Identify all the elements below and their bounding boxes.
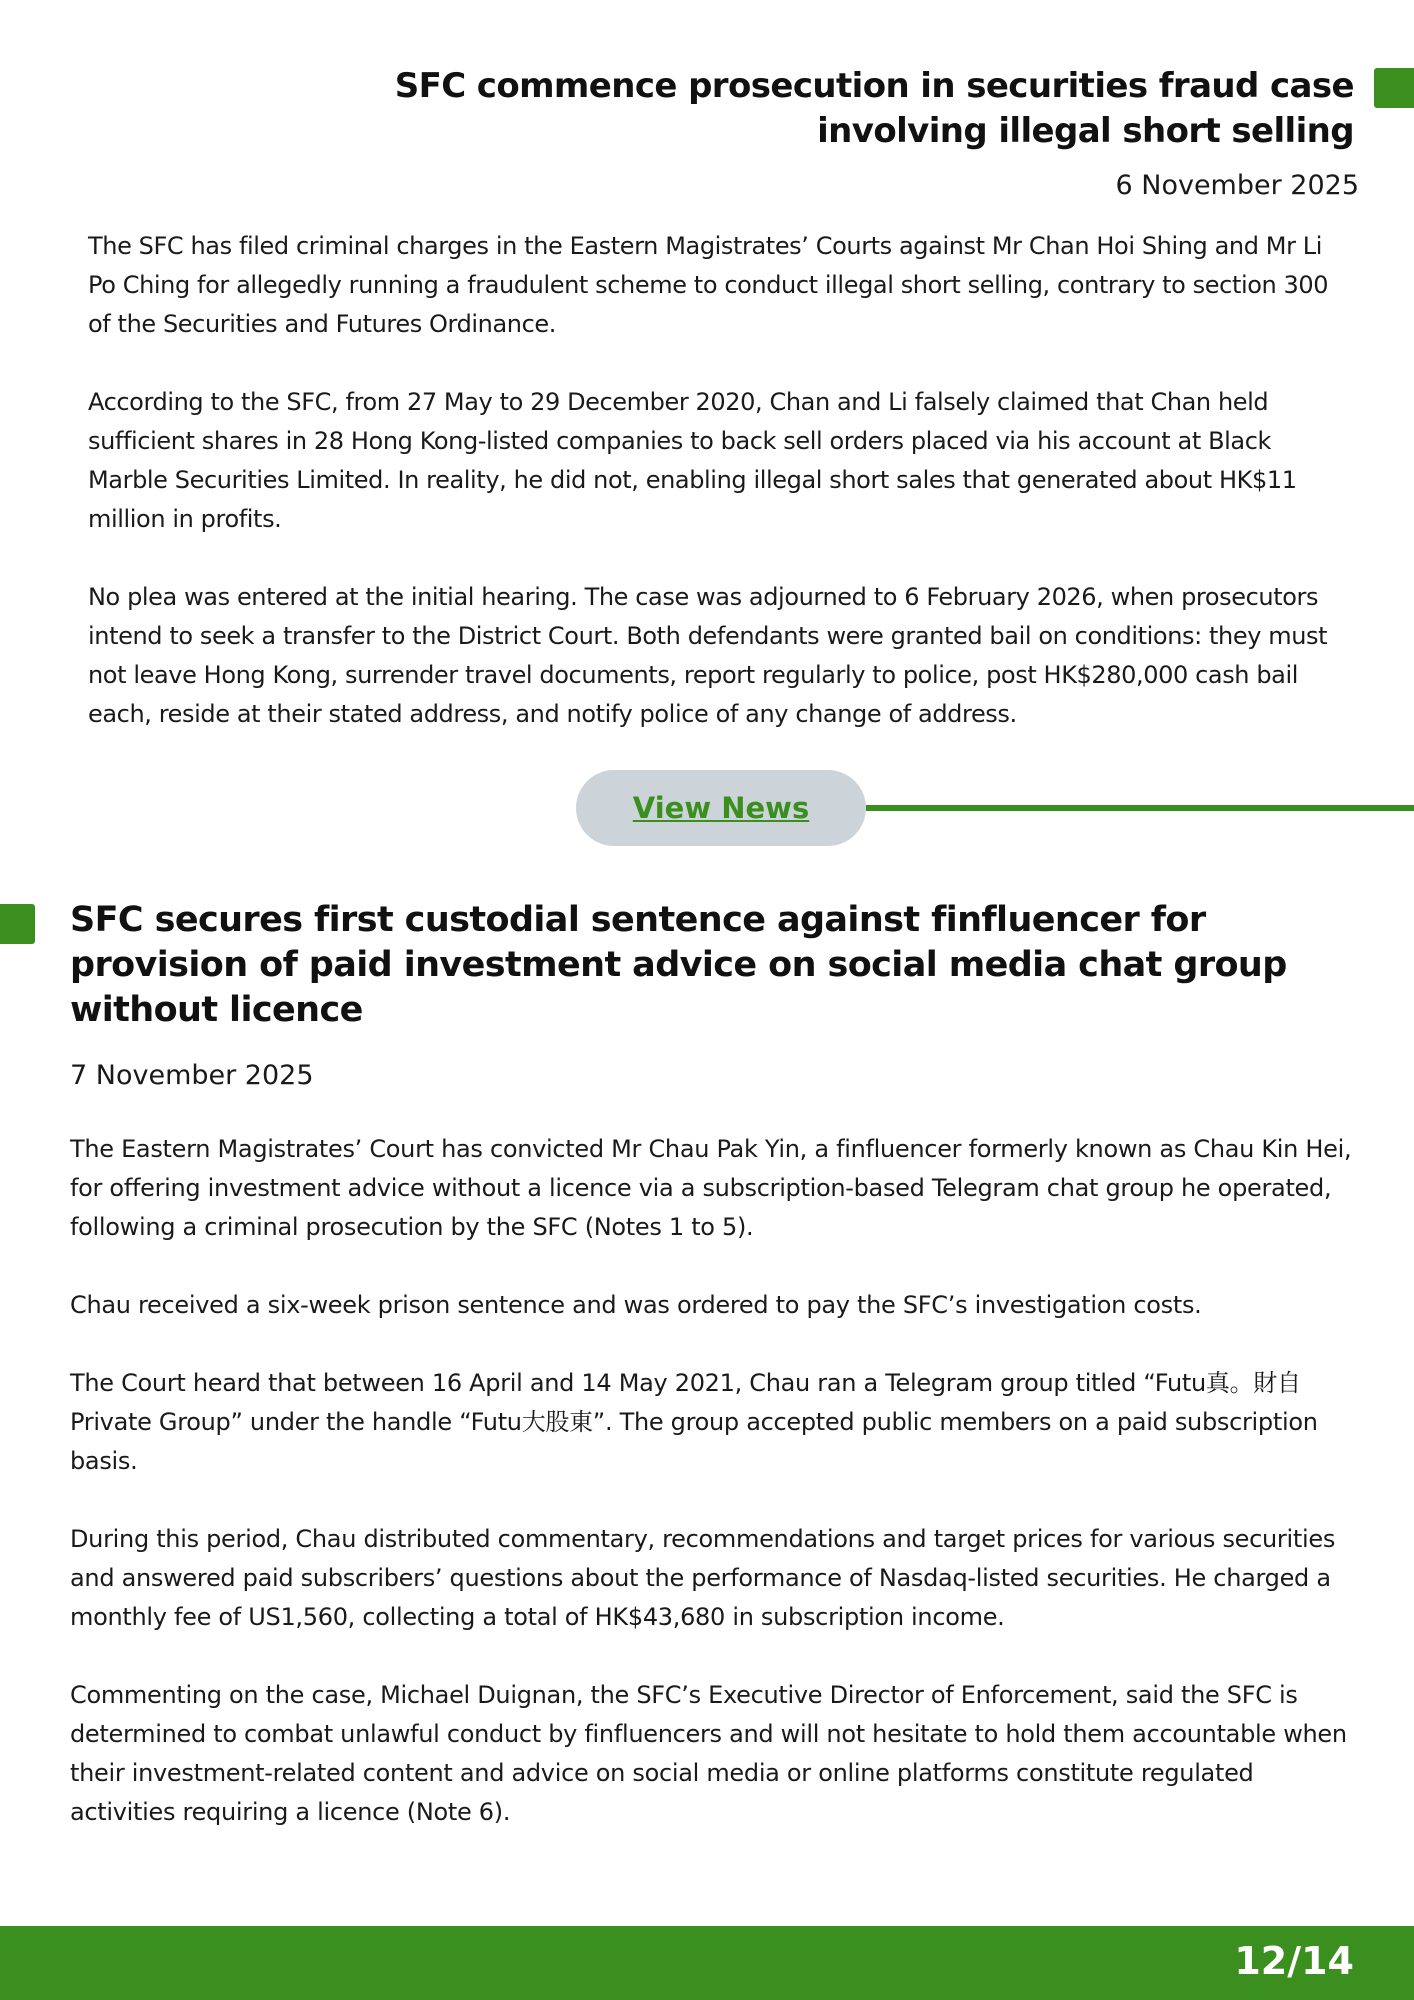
page-number: 12/14 — [1234, 1939, 1354, 1983]
accent-marker-mid — [0, 904, 35, 944]
article-title: SFC commence prosecution in securities fraud case involving illegal short selling — [394, 66, 1354, 151]
accent-marker-top — [1374, 68, 1414, 108]
article-date: 7 November 2025 — [70, 1060, 314, 1091]
article-paragraph: During this period, Chau distributed commentary, recommendations and target prices for various securities and answered paid subscribers’ questions about the performance of Nasdaq-listed securities. He charged a monthly fee of US1,560, collecting a total of HK$43,680 in subscription income. — [70, 1525, 1336, 1631]
view-news-button[interactable]: View News — [576, 770, 866, 846]
section-divider — [866, 805, 1414, 811]
article-date: 6 November 2025 — [1115, 170, 1359, 201]
article-paragraph: Chau received a six-week prison sentence and was ordered to pay the SFC’s investigation costs. — [70, 1291, 1202, 1319]
article-title: SFC secures first custodial sentence against finfluencer for provision of paid investment advice on social media chat group without licence — [70, 900, 1287, 1030]
article-body — [70, 1130, 1360, 1871]
article-body — [88, 227, 1356, 773]
article-paragraph: The SFC has filed criminal charges in the Eastern Magistrates’ Courts against Mr Chan Hoi Shing and Mr Li Po Ching for allegedly running a fraudulent scheme to conduct illegal short selling, contrary to section 300 of the Securities and Futures Ordinance. — [88, 232, 1329, 338]
article-paragraph: The Eastern Magistrates’ Court has convicted Mr Chau Pak Yin, a finfluencer formerly known as Chau Kin Hei, for offering investment advice without a licence via a subscription-based Telegram chat group he operated, following a criminal prosecution by the SFC (Notes 1 to 5). — [70, 1135, 1352, 1241]
article-paragraph: The Court heard that between 16 April and 14 May 2021, Chau ran a Telegram group titled “Futu真。財自Private Group” under the handle “Futu大股東”. The group accepted public members on a paid subscription basis. — [70, 1369, 1318, 1475]
article-paragraph: According to the SFC, from 27 May to 29 December 2020, Chan and Li falsely claimed that Chan held sufficient shares in 28 Hong Kong-listed companies to back sell orders placed via his account at Black Marble Securities Limited. In reality, he did not, enabling illegal short sales that generated about HK$11 million in profits. — [88, 388, 1297, 533]
article-paragraph: No plea was entered at the initial hearing. The case was adjourned to 6 February 2026, when prosecutors intend to seek a transfer to the District Court. Both defendants were granted bail on conditions: they must not leave Hong Kong, surrender travel documents, report regularly to police, post HK$280,000 cash bail each, reside at their stated address, and notify police of any change of address. — [88, 583, 1328, 728]
footer-bar — [0, 1926, 1414, 2000]
article-paragraph: Commenting on the case, Michael Duignan, the SFC’s Executive Director of Enforcement, said the SFC is determined to combat unlawful conduct by finfluencers and will not hesitate to hold them accountable when their investment-related content and advice on social media or online platforms constitute regulated activities requiring a licence (Note 6). — [70, 1681, 1347, 1826]
